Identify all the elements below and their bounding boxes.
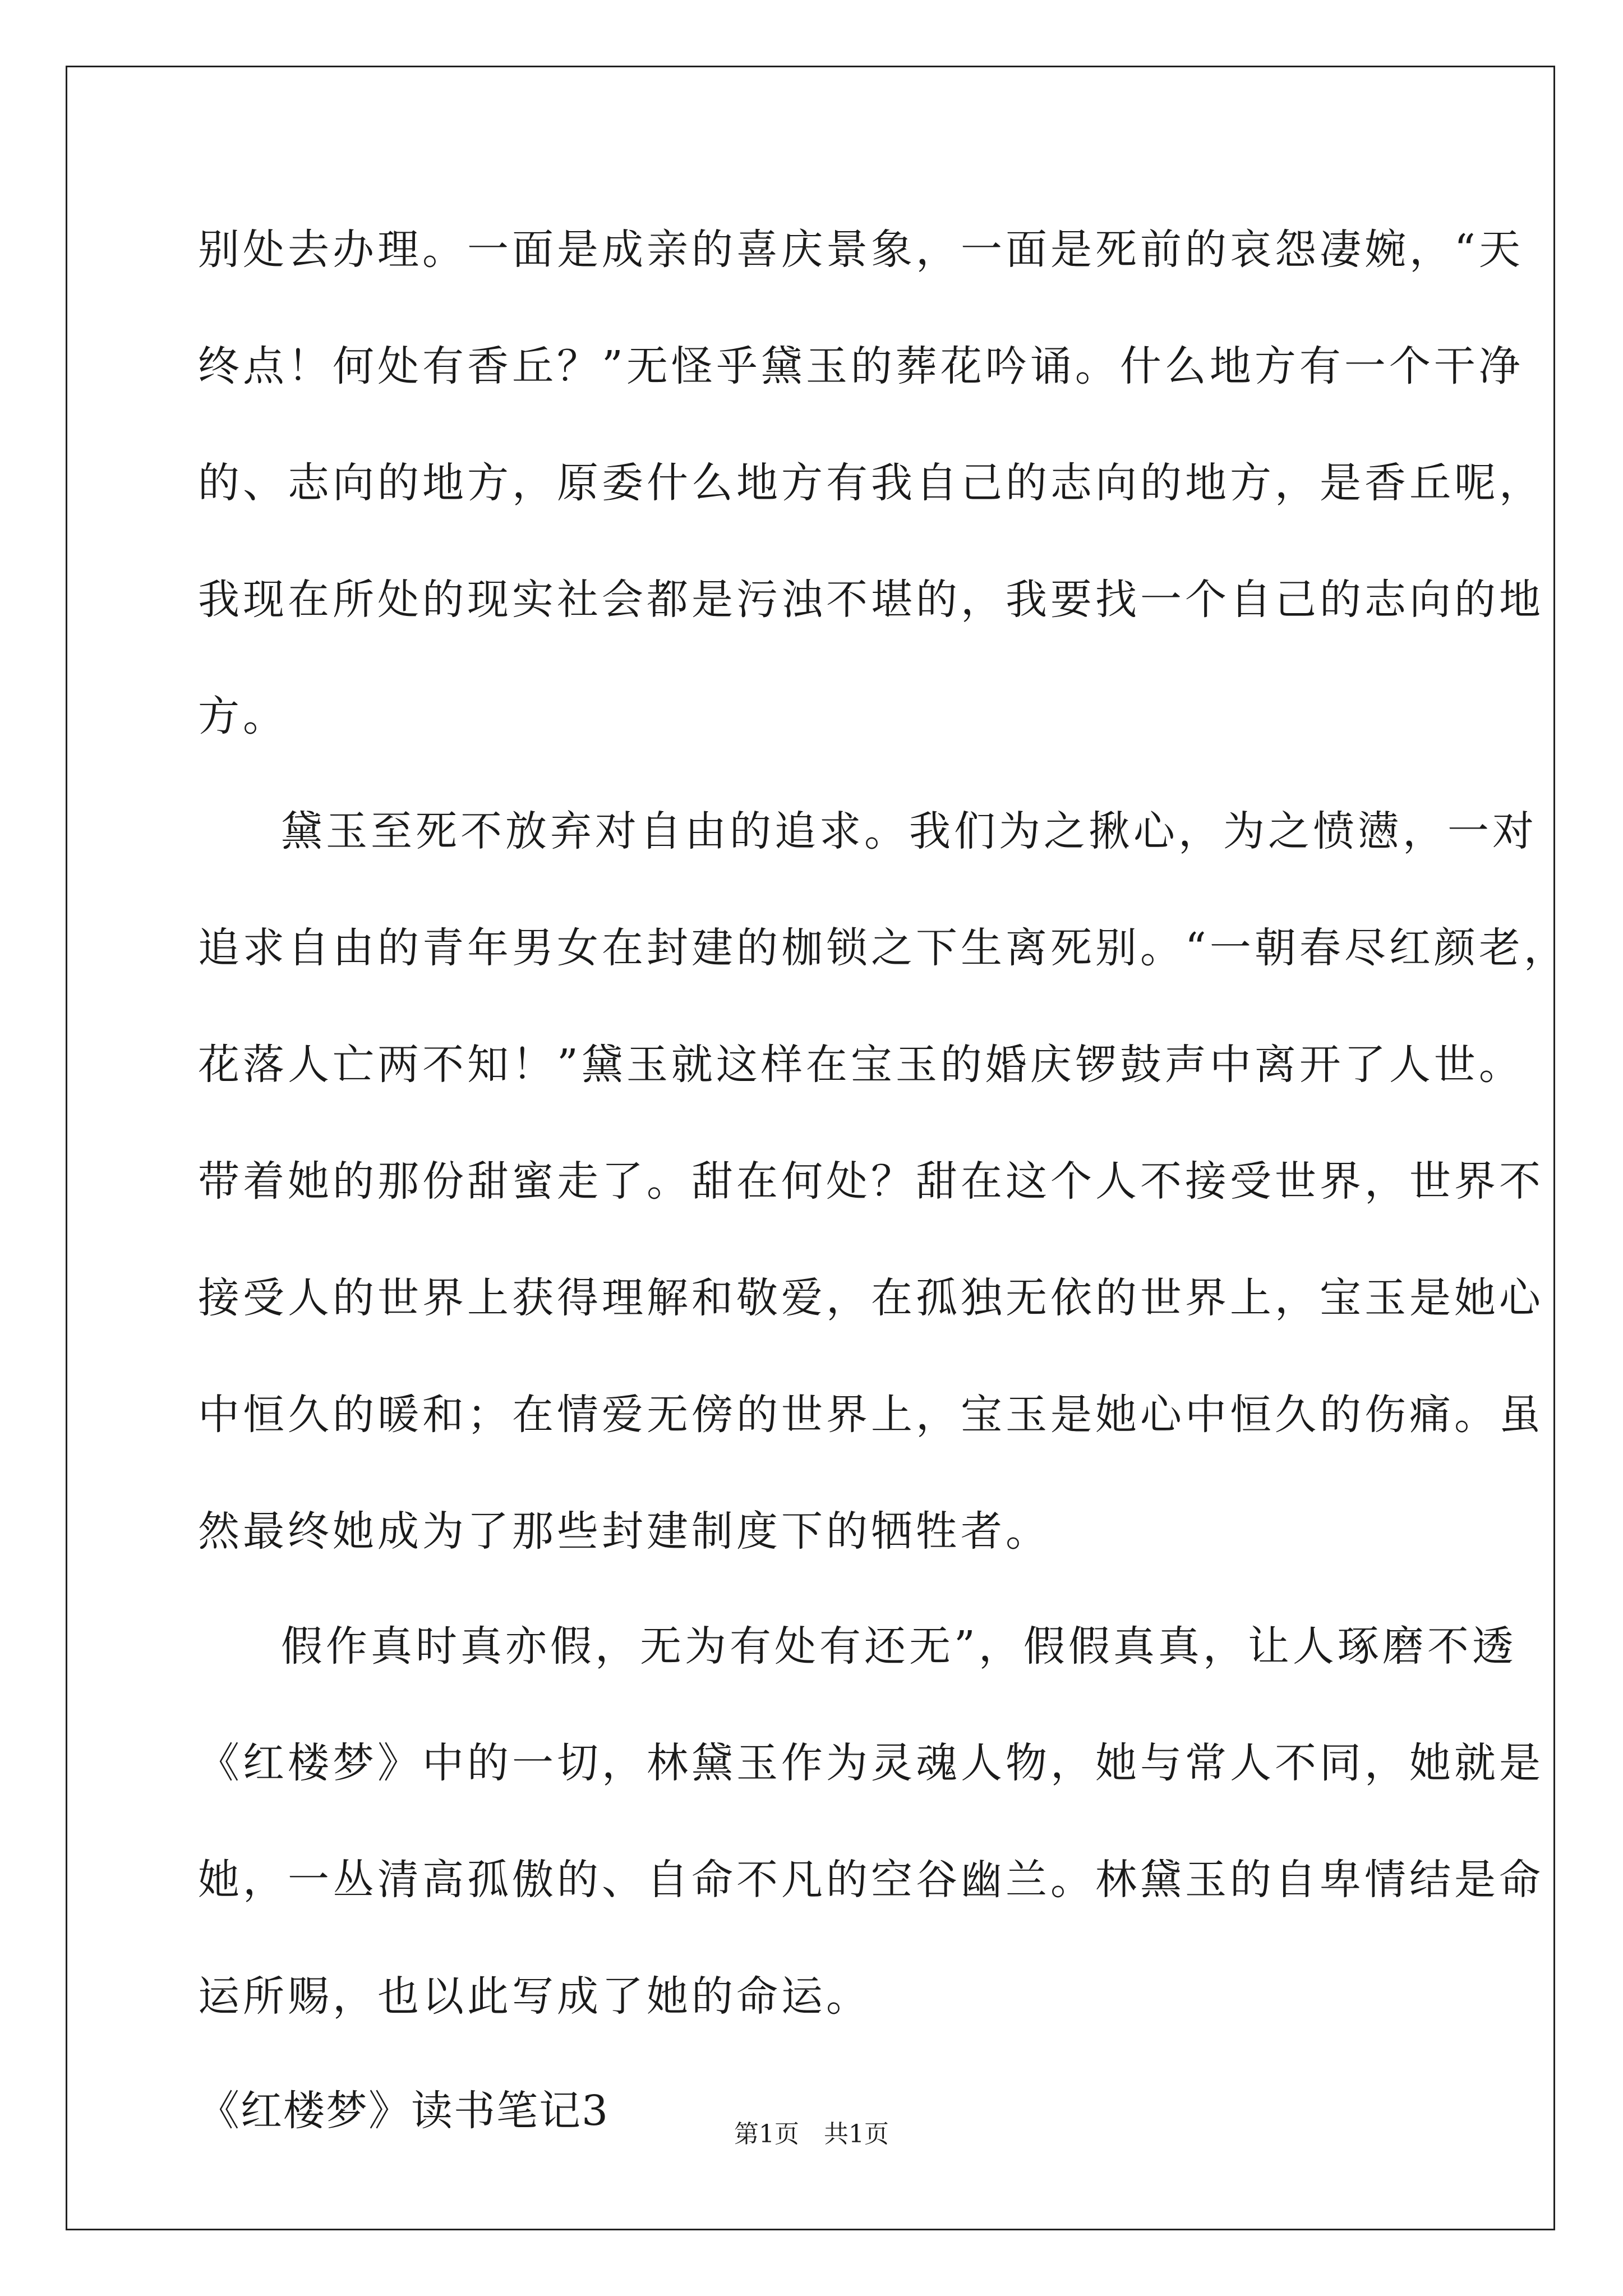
text-line: 运所赐，也以此写成了她的命运。 <box>198 1972 871 2021</box>
text-line: 终点！何处有香丘？”无怪乎黛玉的葬花吟诵。什么地方有一个干净 <box>198 342 1524 390</box>
text-line: 别处去办理。一面是成亲的喜庆景象，一面是死前的哀怨凄婉，“天 <box>198 226 1524 274</box>
text-line: 然最终她成为了那些封建制度下的牺牲者。 <box>198 1507 1050 1556</box>
paragraph-first-line: 黛玉至死不放弃对自由的追求。我们为之揪心，为之愤懑，一对 <box>281 807 1537 855</box>
text-line: 花落人亡两不知！”黛玉就这样在宝玉的婚庆锣鼓声中离开了人世。 <box>198 1041 1524 1089</box>
text-line: 方。 <box>198 692 288 740</box>
paragraph-first-line: 假作真时真亦假，无为有处有还无”，假假真真，让人琢磨不透 <box>281 1622 1517 1671</box>
page-number: 第1页 共1页 <box>734 2120 889 2148</box>
text-line: 接受人的世界上获得理解和敬爱，在孤独无依的世界上，宝玉是她心 <box>198 1274 1544 1322</box>
text-line: 的、志向的地方，原委什么地方有我自己的志向的地方，是香丘呢， <box>198 459 1544 507</box>
text-line: 《红楼梦》中的一切，林黛玉作为灵魂人物，她与常人不同，她就是 <box>198 1739 1544 1787</box>
text-line: 中恒久的暖和；在情爱无傍的世界上，宝玉是她心中恒久的伤痛。虽 <box>198 1391 1544 1439</box>
section-heading: 《红楼梦》读书笔记3 <box>198 2087 610 2135</box>
text-line: 追求自由的青年男女在封建的枷锁之下生离死别。“一朝春尽红颜老， <box>198 924 1569 972</box>
text-line: 带着她的那份甜蜜走了。甜在何处？甜在这个人不接受世界，世界不 <box>198 1157 1544 1205</box>
text-line: 我现在所处的现实社会都是污浊不堪的，我要找一个自己的志向的地 <box>198 576 1544 624</box>
text-line: 她，一丛清高孤傲的、自命不凡的空谷幽兰。林黛玉的自卑情结是命 <box>198 1856 1544 1904</box>
